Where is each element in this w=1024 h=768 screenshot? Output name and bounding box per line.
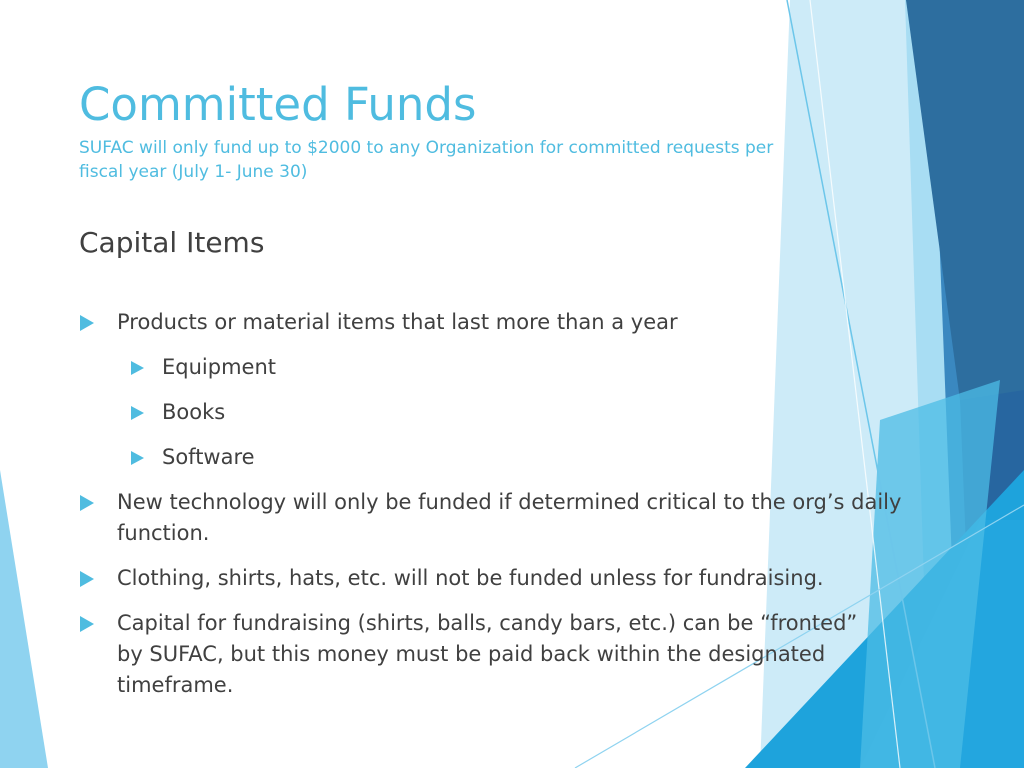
bullet-text: Capital for fundraising (shirts, balls, candy bars, etc.) can be “fronted” by SUFAC, but this money must be paid back within the designated timeframe. [117, 611, 858, 697]
bullet-arrow-icon [131, 361, 144, 375]
sub-bullet-item [162, 352, 762, 383]
bullet-arrow-icon [80, 315, 94, 331]
left-edge-shape [0, 470, 48, 768]
bullet-arrow-icon [80, 616, 94, 632]
bullet-arrow-icon [131, 406, 144, 420]
slide-title: Committed Funds [79, 78, 477, 131]
bullet-item [117, 563, 937, 594]
bullet-item [117, 307, 937, 338]
bullet-text: Books [162, 400, 226, 424]
slide-subtitle: SUFAC will only fund up to $2000 to any Organization for committed requests per fiscal year (July 1- June 30) [79, 138, 774, 182]
bullet-text: New technology will only be funded if determined critical to the org’s daily function. [117, 490, 902, 545]
sub-bullet-item [162, 397, 762, 428]
bullet-text: Software [162, 445, 255, 469]
bullet-arrow-icon [80, 571, 94, 587]
bullet-item [117, 608, 877, 701]
bullet-item [117, 487, 937, 549]
bullet-arrow-icon [80, 495, 94, 511]
bullet-arrow-icon [131, 451, 144, 465]
section-heading: Capital Items [79, 226, 265, 259]
sub-bullet-item [162, 442, 762, 473]
bullet-text: Products or material items that last more than a year [117, 310, 678, 334]
bullet-text: Equipment [162, 355, 276, 379]
bullet-text: Clothing, shirts, hats, etc. will not be funded unless for fundraising. [117, 566, 824, 590]
